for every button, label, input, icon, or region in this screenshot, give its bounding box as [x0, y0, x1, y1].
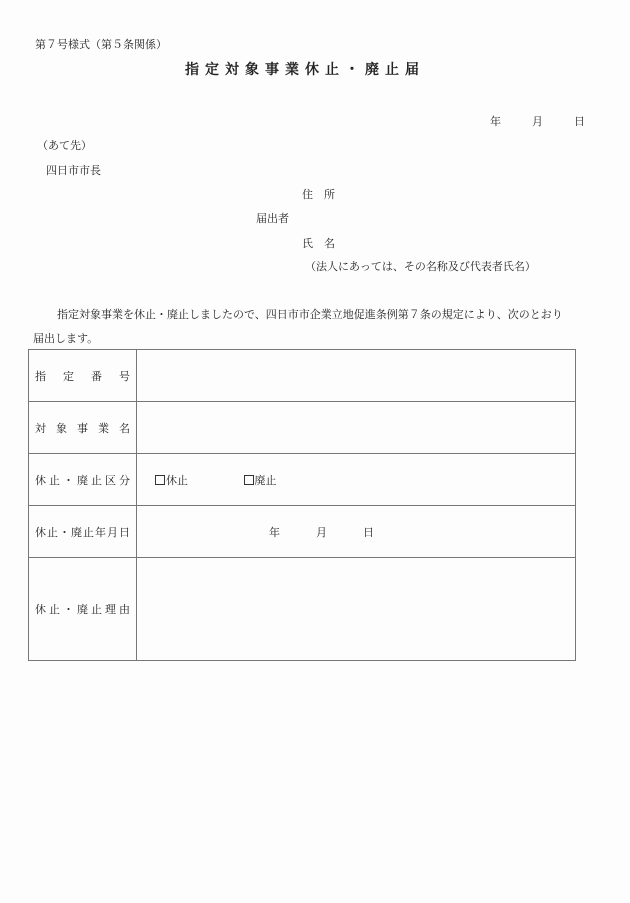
day-label: 日 — [574, 115, 585, 128]
reason-field[interactable] — [137, 558, 576, 661]
business-name-label: 対象事業名 — [29, 402, 137, 454]
category-label: 休止・廃止区分 — [29, 454, 137, 506]
month-label: 月 — [532, 115, 543, 128]
notification-table — [28, 349, 576, 661]
checkbox-abolish[interactable]: 廃止 — [244, 472, 277, 488]
address-label: 住 所 — [302, 188, 335, 201]
year-label: 年 — [490, 115, 501, 128]
reason-label: 休止・廃止理由 — [29, 558, 137, 661]
corporation-note: （法人にあっては、その名称及び代表者氏名） — [305, 260, 536, 273]
table-row — [29, 402, 576, 454]
name-label: 氏 名 — [302, 237, 335, 250]
addressee-label: （あて先） — [37, 139, 92, 152]
date-field[interactable]: 年 月 日 — [137, 506, 576, 558]
category-field — [137, 454, 576, 506]
body-text-line2: 届出します。 — [33, 332, 99, 345]
addressee-name: 四日市市長 — [46, 164, 101, 177]
submission-date — [490, 113, 585, 129]
checkbox-suspend[interactable]: 休止 — [155, 472, 188, 488]
table-row — [29, 454, 576, 506]
body-text-line1: 指定対象事業を休止・廃止しましたので、四日市市企業立地促進条例第７条の規定により、次のとおり — [46, 308, 563, 321]
document-title: 指定対象事業休止・廃止届 — [185, 62, 425, 78]
table-row — [29, 350, 576, 402]
business-name-field[interactable] — [137, 402, 576, 454]
date-label: 休止・廃止年月日 — [29, 506, 137, 558]
table-row — [29, 506, 576, 558]
checkbox-icon — [155, 475, 165, 485]
checkbox-icon — [244, 475, 254, 485]
form-number: 第７号様式（第５条関係） — [35, 38, 167, 51]
designation-number-field[interactable] — [137, 350, 576, 402]
table-row — [29, 558, 576, 661]
notifier-label: 届出者 — [256, 212, 289, 225]
designation-number-label: 指定番号 — [29, 350, 137, 402]
